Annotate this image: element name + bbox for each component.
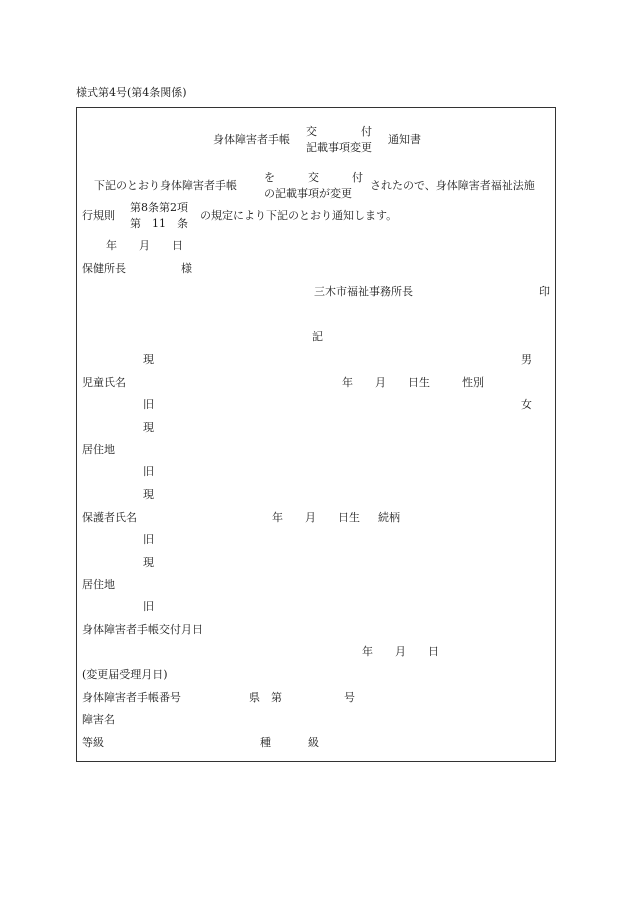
recipient: 保健所長 様 xyxy=(82,262,192,275)
child-male: 男 xyxy=(521,353,532,366)
child-former: 旧 xyxy=(143,398,154,411)
guardian-address-former: 旧 xyxy=(143,600,154,613)
card-number-pref: 県 第 xyxy=(249,691,282,704)
body-line2-suffix: の規定により下記のとおり通知します。 xyxy=(200,209,398,222)
child-sex-label: 性別 xyxy=(462,376,484,389)
guardian-address-current: 現 xyxy=(143,556,154,569)
grade-kind: 種 xyxy=(260,736,271,749)
ki-heading: 記 xyxy=(312,330,323,343)
notice-date: 年 月 日 xyxy=(106,239,183,252)
issue-date-value: 年 月 日 xyxy=(362,645,439,658)
issue-date-label: 身体障害者手帳交付月日 xyxy=(82,623,203,636)
card-number-go: 号 xyxy=(344,691,355,704)
child-address-current: 現 xyxy=(143,421,154,434)
body-line2-option-bottom: 第 11 条 xyxy=(130,217,188,230)
title-prefix: 身体障害者手帳 xyxy=(213,133,290,146)
guardian-birth: 年 月 日生 xyxy=(272,511,360,524)
guardian-address-label: 居住地 xyxy=(82,578,115,591)
child-current: 現 xyxy=(143,353,154,366)
grade-label: 等級 xyxy=(82,736,104,749)
child-address-label: 居住地 xyxy=(82,443,115,456)
body-line1-suffix: されたので、身体障害者福祉法施 xyxy=(370,179,535,192)
body-line1-prefix: 下記のとおり身体障害者手帳 xyxy=(94,179,237,192)
guardian-name-label: 保護者氏名 xyxy=(82,511,137,524)
change-date-label: (変更届受理月日) xyxy=(82,668,168,681)
guardian-relation: 続柄 xyxy=(378,511,400,524)
child-name-label: 児童氏名 xyxy=(82,376,126,389)
guardian-current: 現 xyxy=(143,488,154,501)
title-suffix: 通知書 xyxy=(388,133,421,146)
body-line1-option-top: を 交 付 xyxy=(264,171,363,184)
body-line2-prefix: 行規則 xyxy=(82,209,115,222)
issuer: 三木市福祉事務所長 xyxy=(314,285,413,298)
card-number-label: 身体障害者手帳番号 xyxy=(82,691,181,704)
body-line1-option-bottom: の記載事項が変更 xyxy=(264,187,352,200)
form-number: 様式第4号(第4条関係) xyxy=(76,86,187,99)
child-female: 女 xyxy=(521,398,532,411)
child-birth: 年 月 日生 xyxy=(342,376,430,389)
disability-name-label: 障害名 xyxy=(82,713,115,726)
child-address-former: 旧 xyxy=(143,465,154,478)
title-option-change: 記載事項変更 xyxy=(306,141,372,154)
guardian-former: 旧 xyxy=(143,533,154,546)
body-line2-option-top: 第8条第2項 xyxy=(130,201,188,214)
seal-mark: 印 xyxy=(539,285,550,298)
title-option-issue: 交 付 xyxy=(306,125,372,138)
grade-level: 級 xyxy=(308,736,319,749)
